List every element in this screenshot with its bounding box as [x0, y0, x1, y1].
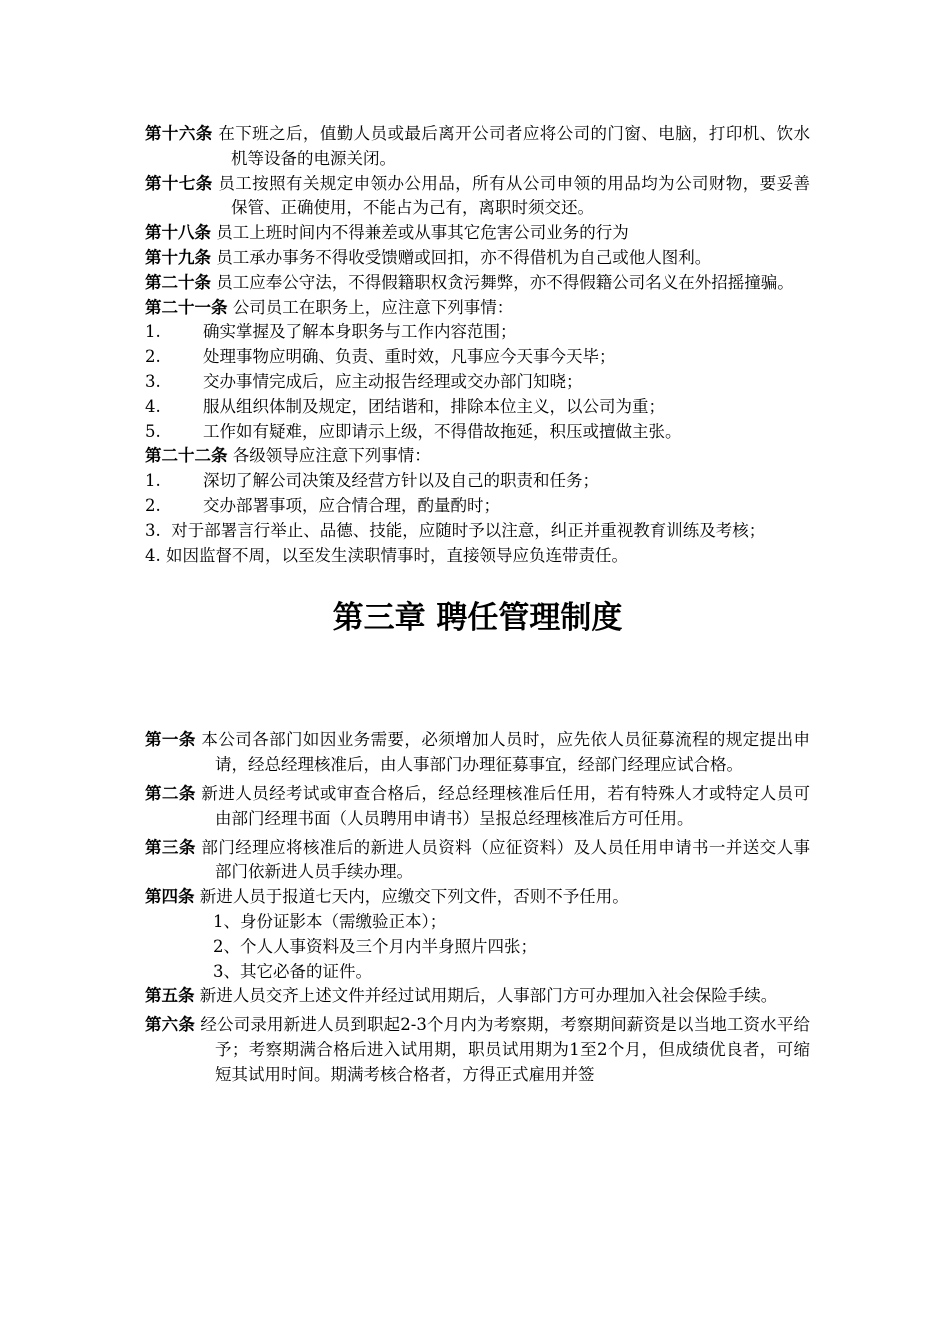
- article-text: 经公司录用新进人员到职起2-3个月内为考察期，考察期间薪资是以当地工资水平给予；考察期满合格后进入试用期，职员试用期为1至2个月，但成绩优良者，可缩短其试用时间。期满考核合格者，方得正式雇用并签: [200, 1015, 811, 1084]
- article-text: 新进人员经考试或审查合格后，经总经理核准后任用，若有特殊人才或特定人员可由部门经理书面（人员聘用申请书）呈报总经理核准后方可任用。: [201, 783, 811, 828]
- article-label: 第六条: [145, 1015, 195, 1035]
- list-item: [145, 519, 810, 544]
- article-20: [145, 271, 810, 296]
- list-item: [145, 370, 810, 395]
- sub-item: 3、其它必备的证件。: [213, 961, 372, 981]
- list-number: 2.: [145, 495, 161, 515]
- article-text: 新进人员交齐上述文件并经过试用期后，人事部门方可办理加入社会保险手续。: [199, 986, 778, 1006]
- article-3: [145, 836, 810, 886]
- list-item: [145, 469, 810, 494]
- list-text: 确实掌握及了解本身职务与工作内容范围；: [203, 322, 517, 342]
- article-2: [145, 782, 810, 832]
- list-number: 5.: [145, 421, 161, 441]
- article-text: 员工应奉公守法，不得假籍职权贪污舞弊，亦不得假籍公司名义在外招摇撞骗。: [216, 272, 794, 292]
- sub-item: 2、个人人事资料及三个月内半身照片四张；: [213, 936, 537, 956]
- article-17: [145, 172, 810, 222]
- list-item: [145, 395, 810, 420]
- article-label: 第十九条: [145, 247, 211, 267]
- article-label: 第二十条: [145, 272, 211, 292]
- list-text: 深切了解公司决策及经营方针以及自己的职责和任务；: [203, 471, 599, 491]
- article-label: 第四条: [145, 887, 195, 907]
- article-16: [145, 122, 810, 172]
- list-text: 处理事物应明确、负责、重时效，凡事应今天事今天毕；: [203, 347, 616, 367]
- article-label: 第五条: [145, 986, 195, 1006]
- article-text: 本公司各部门如因业务需要，必须增加人员时，应先依人员征募流程的规定提出申请，经总经理核准后，由人事部门办理征募事宜，经部门经理应试合格。: [201, 730, 811, 775]
- article-text: 员工按照有关规定申领办公用品，所有从公司申领的用品均为公司财物，要妥善保管、正确使用，不能占为己有，离职时须交还。: [218, 173, 811, 218]
- article-21: [145, 296, 810, 321]
- article-text: 新进人员于报道七天内，应缴交下列文件，否则不予任用。: [199, 887, 629, 907]
- list-text: 工作如有疑难，应即请示上级，不得借故拖延，积压或擅做主张。: [203, 421, 682, 441]
- article-text: 员工承办事务不得收受馈赠或回扣，亦不得借机为自己或他人图利。: [216, 247, 712, 267]
- article-1: [145, 728, 810, 778]
- article-text: 部门经理应将核准后的新进人员资料（应征资料）及人员任用申请书一并送交人事部门依新进人员手续办理。: [201, 837, 811, 882]
- list-item: [145, 420, 810, 445]
- list-item: [145, 320, 810, 345]
- list-text: 服从组织体制及规定，团结谐和，排除本位主义，以公司为重；: [203, 396, 665, 416]
- list-text: 对于部署言行举止、品德、技能，应随时予以注意，纠正并重视教育训练及考核；: [171, 520, 766, 540]
- article-text: 公司员工在职务上，应注意下列事情：: [232, 297, 514, 317]
- list-number: 4.: [145, 545, 161, 565]
- list-text: 如因监督不周，以至发生渎职情事时，直接领导应负连带责任。: [166, 545, 628, 565]
- article-text: 员工上班时间内不得兼差或从事其它危害公司业务的行为: [216, 223, 629, 243]
- list-item: [145, 345, 810, 370]
- article-text: 在下班之后，值勤人员或最后离开公司者应将公司的门窗、电脑，打印机、饮水机等设备的电源关闭。: [218, 124, 811, 168]
- sub-item: 1、身份证影本（需缴验正本）；: [213, 911, 447, 931]
- list-text: 交办事情完成后，应主动报告经理或交办部门知晓；: [203, 371, 583, 391]
- document-page: [145, 122, 810, 1088]
- article-5: [145, 984, 810, 1009]
- article-label: 第三条: [145, 837, 196, 857]
- list-number: 4.: [145, 396, 161, 416]
- article-22: [145, 444, 810, 469]
- list-number: 2.: [145, 347, 161, 367]
- list-number: 1.: [145, 322, 161, 342]
- article-4: [145, 885, 810, 910]
- article-label: 第十八条: [145, 223, 211, 243]
- article-label: 第二十二条: [145, 446, 228, 466]
- article-text: 各级领导应注意下列事情：: [232, 446, 431, 466]
- article-label: 第十六条: [145, 124, 213, 143]
- list-number: 3.: [145, 520, 161, 540]
- article-18: [145, 221, 810, 246]
- article-label: 第十七条: [145, 173, 213, 193]
- article-label: 第一条: [145, 730, 196, 750]
- list-text: 交办部署事项，应合情合理，酌量酌时；: [203, 495, 500, 515]
- article-6: [145, 1013, 810, 1087]
- list-item: [145, 494, 810, 519]
- article-19: [145, 246, 810, 271]
- list-item: [145, 544, 810, 569]
- list-number: 1.: [145, 471, 161, 491]
- article-label: 第二条: [145, 783, 196, 803]
- list-number: 3.: [145, 371, 161, 391]
- chapter-title: 第三章 聘任管理制度: [332, 600, 623, 637]
- article-label: 第二十一条: [145, 297, 228, 317]
